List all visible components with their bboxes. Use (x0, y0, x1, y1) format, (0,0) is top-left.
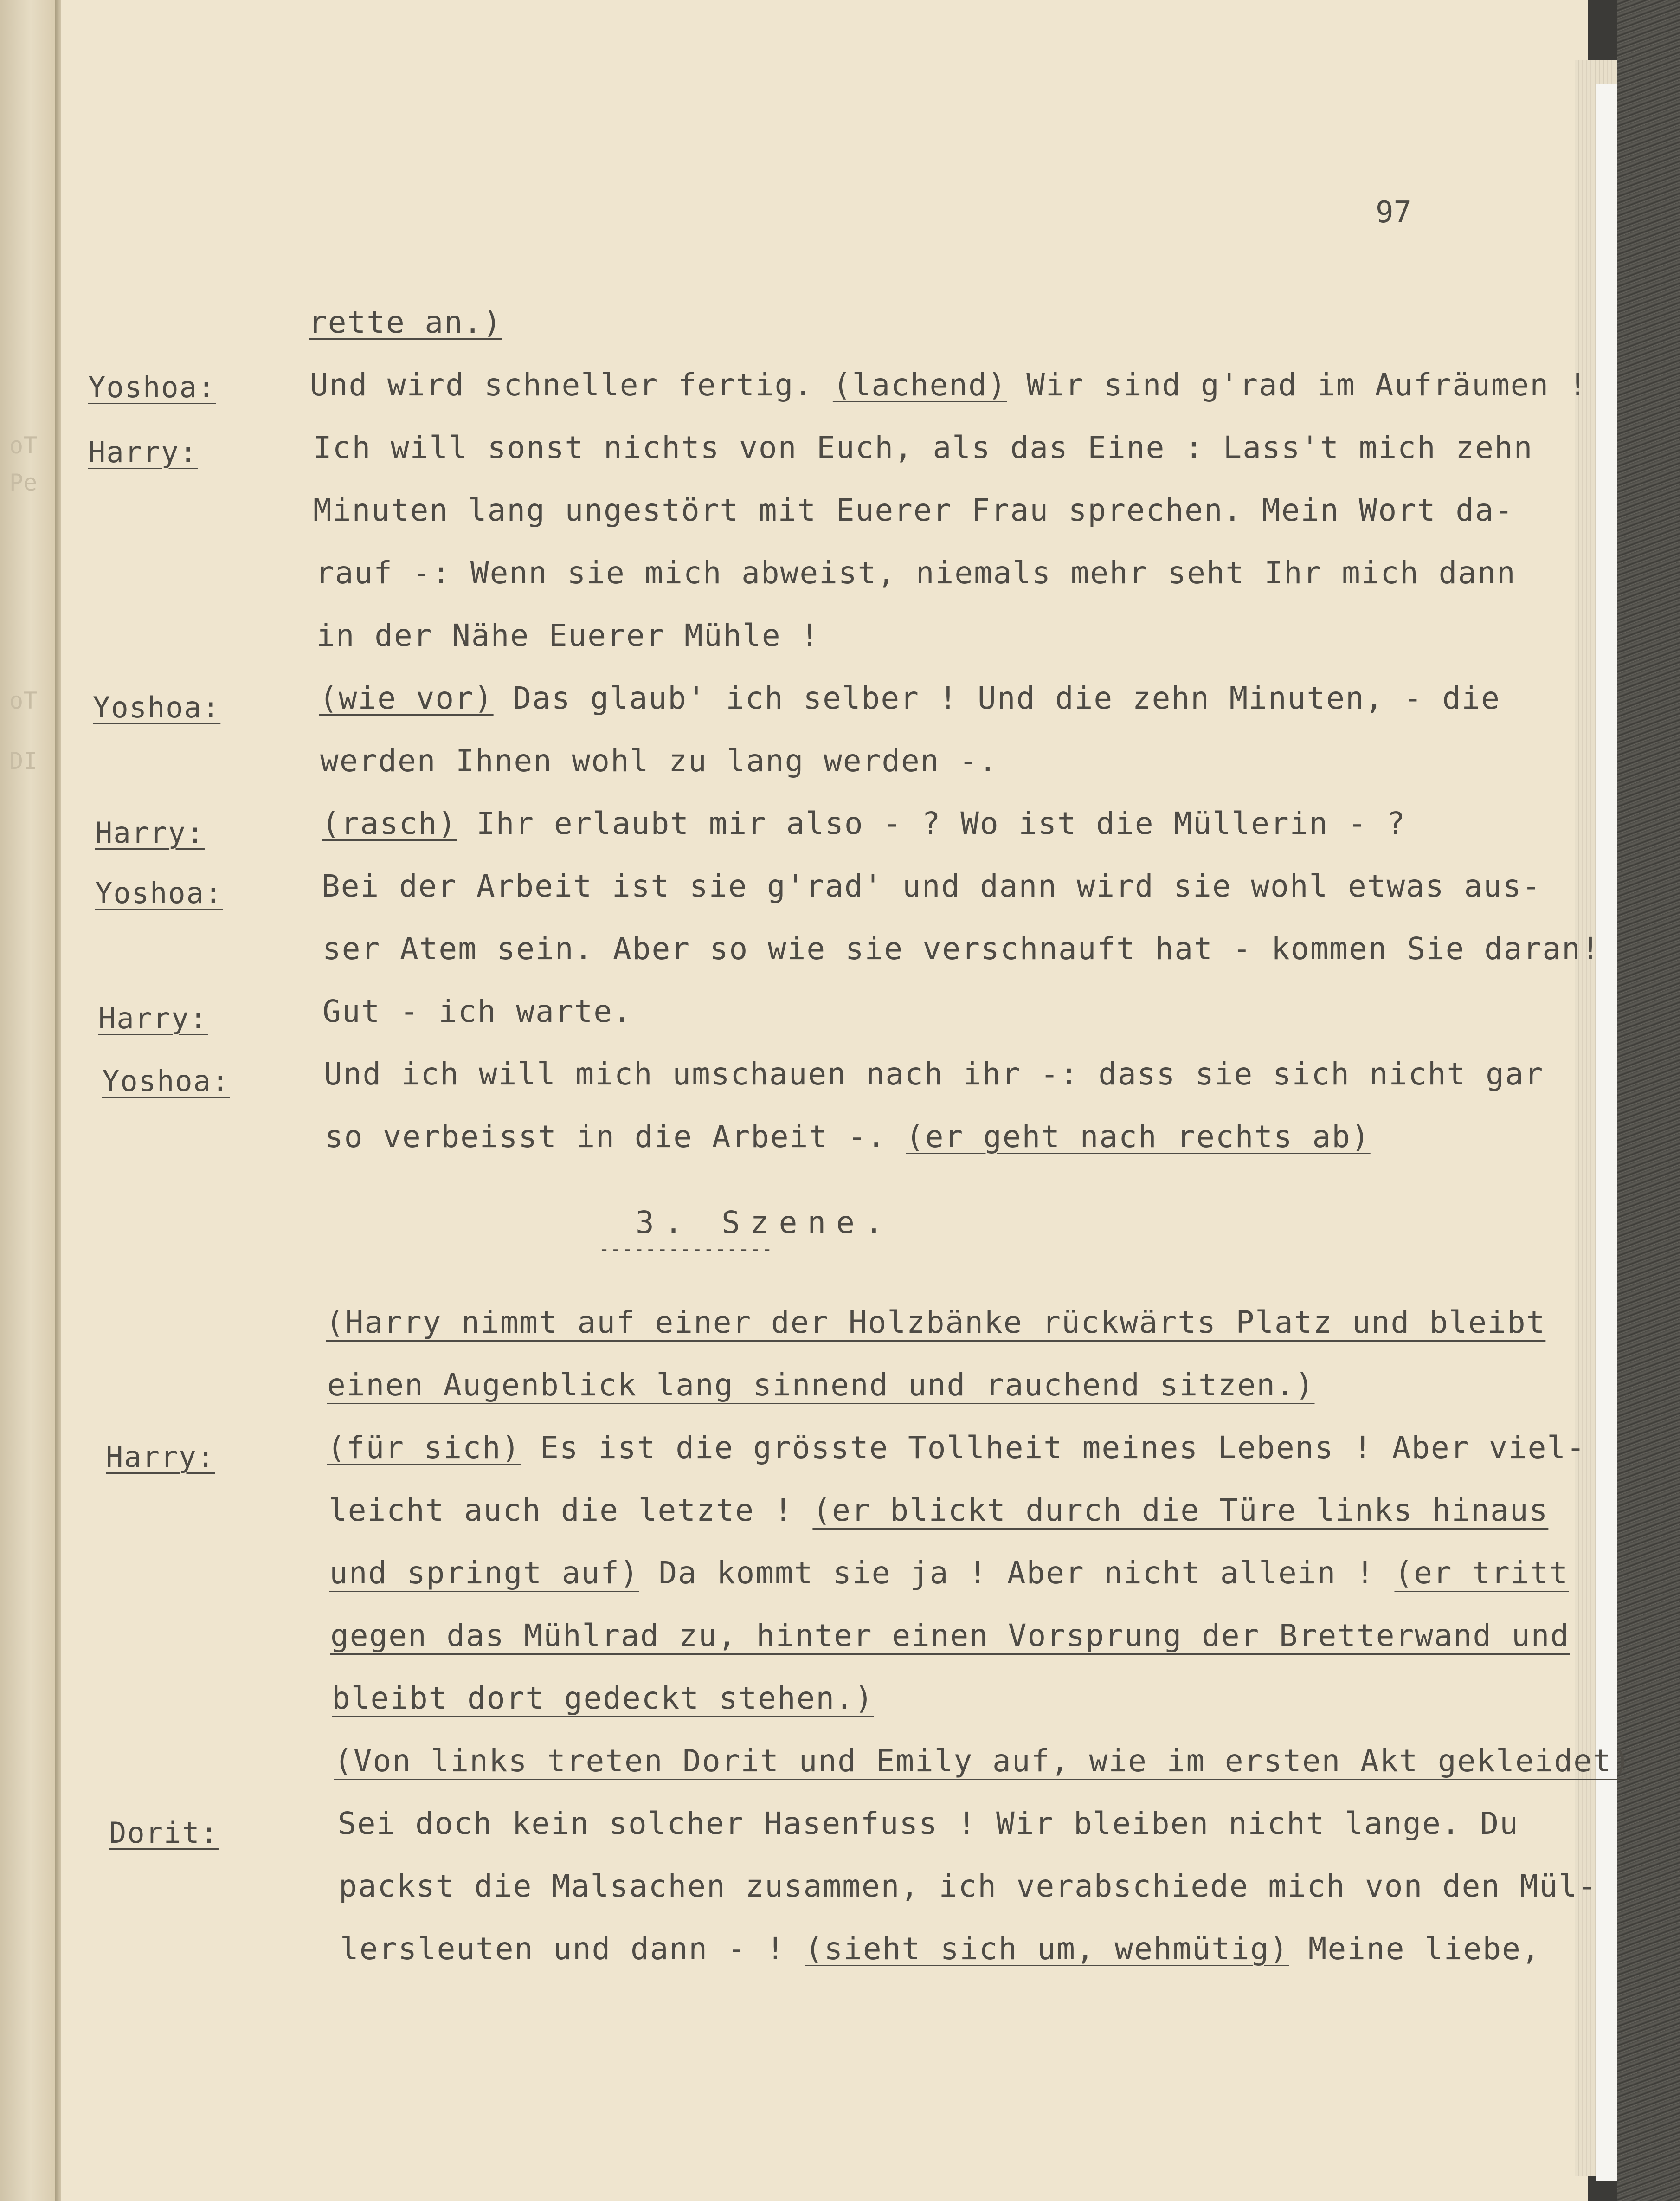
text-line: (rasch) Ihr erlaubt mir also - ? Wo ist die Müllerin - ? (322, 806, 1406, 841)
speaker-label: Dorit: (109, 1816, 219, 1850)
bleed-mark: Pe (9, 469, 38, 496)
speaker-label: Harry: (98, 1001, 208, 1035)
text-line: rette an.) (309, 304, 502, 340)
speaker-label: Yoshoa: (93, 691, 221, 724)
text-line: (für sich) Es ist die grösste Tollheit meines Lebens ! Aber viel- (327, 1430, 1586, 1465)
text-line: Und ich will mich umschauen nach ihr -: dass sie sich nicht gar (324, 1056, 1544, 1092)
bleed-mark: oT (9, 687, 38, 714)
scene-heading: 3. Szene. (636, 1205, 894, 1240)
page-number: 97 (1376, 195, 1412, 230)
text-line: Sei doch kein solcher Hasenfuss ! Wir bleiben nicht lange. Du (338, 1806, 1519, 1841)
text-line: (Von links treten Dorit und Emily auf, wie im ersten Akt gekleidet) (334, 1743, 1632, 1779)
text-line: bleibt dort gedeckt stehen.) (332, 1680, 874, 1716)
text-line: Gut - ich warte. (322, 994, 632, 1029)
text-line: packst die Malsachen zusammen, ich verabschiede mich von den Mül- (339, 1868, 1597, 1904)
speaker-label: Harry: (88, 435, 198, 469)
text-line: gegen das Mühlrad zu, hinter einen Vorsprung der Bretterwand und (330, 1618, 1570, 1653)
bleed-mark: oT (9, 432, 38, 459)
text-line: einen Augenblick lang sinnend und rauchend sitzen.) (327, 1367, 1315, 1403)
speaker-label: Yoshoa: (102, 1064, 230, 1098)
text-line: und springt auf) Da kommt sie ja ! Aber nicht allein ! (er tritt (329, 1555, 1569, 1591)
text-line: ser Atem sein. Aber so wie sie verschnauft hat - kommen Sie daran! (322, 931, 1601, 967)
text-line: lersleuten und dann - ! (sieht sich um, wehmütig) Meine liebe, (340, 1931, 1541, 1967)
text-line: werden Ihnen wohl zu lang werden -. (320, 743, 998, 779)
speaker-label: Harry: (106, 1440, 215, 1474)
text-line: Ich will sonst nichts von Euch, als das Eine : Lass't mich zehn (313, 430, 1533, 465)
speaker-label: Yoshoa: (88, 370, 216, 404)
text-line: rauf -: Wenn sie mich abweist, niemals mehr seht Ihr mich dann (315, 555, 1516, 591)
text-line: (wie vor) Das glaub' ich selber ! Und die zehn Minuten, - die (319, 680, 1500, 716)
inserted-sheet-edge (1596, 84, 1617, 2181)
previous-page-edge (0, 0, 56, 2201)
scene-heading-rule: --------------- (599, 1239, 773, 1260)
text-line: so verbeisst in die Arbeit -. (er geht nach rechts ab) (325, 1119, 1371, 1155)
text-line: Bei der Arbeit ist sie g'rad' und dann wird sie wohl etwas aus- (322, 868, 1542, 904)
speaker-label: Yoshoa: (95, 876, 223, 910)
speaker-label: Harry: (95, 816, 205, 850)
text-line: Minuten lang ungestört mit Euerer Frau sprechen. Mein Wort da- (313, 492, 1514, 528)
book-cover (1617, 0, 1680, 2201)
text-line: (Harry nimmt auf einer der Holzbänke rückwärts Platz und bleibt (326, 1304, 1546, 1340)
text-line: Und wird schneller fertig. (lachend) Wir sind g'rad im Aufräumen ! (310, 367, 1588, 403)
bleed-mark: DI (9, 748, 38, 775)
text-line: leicht auch die letzte ! (er blickt durch die Türe links hinaus (328, 1492, 1549, 1528)
text-line: in der Nähe Euerer Mühle ! (316, 618, 820, 653)
